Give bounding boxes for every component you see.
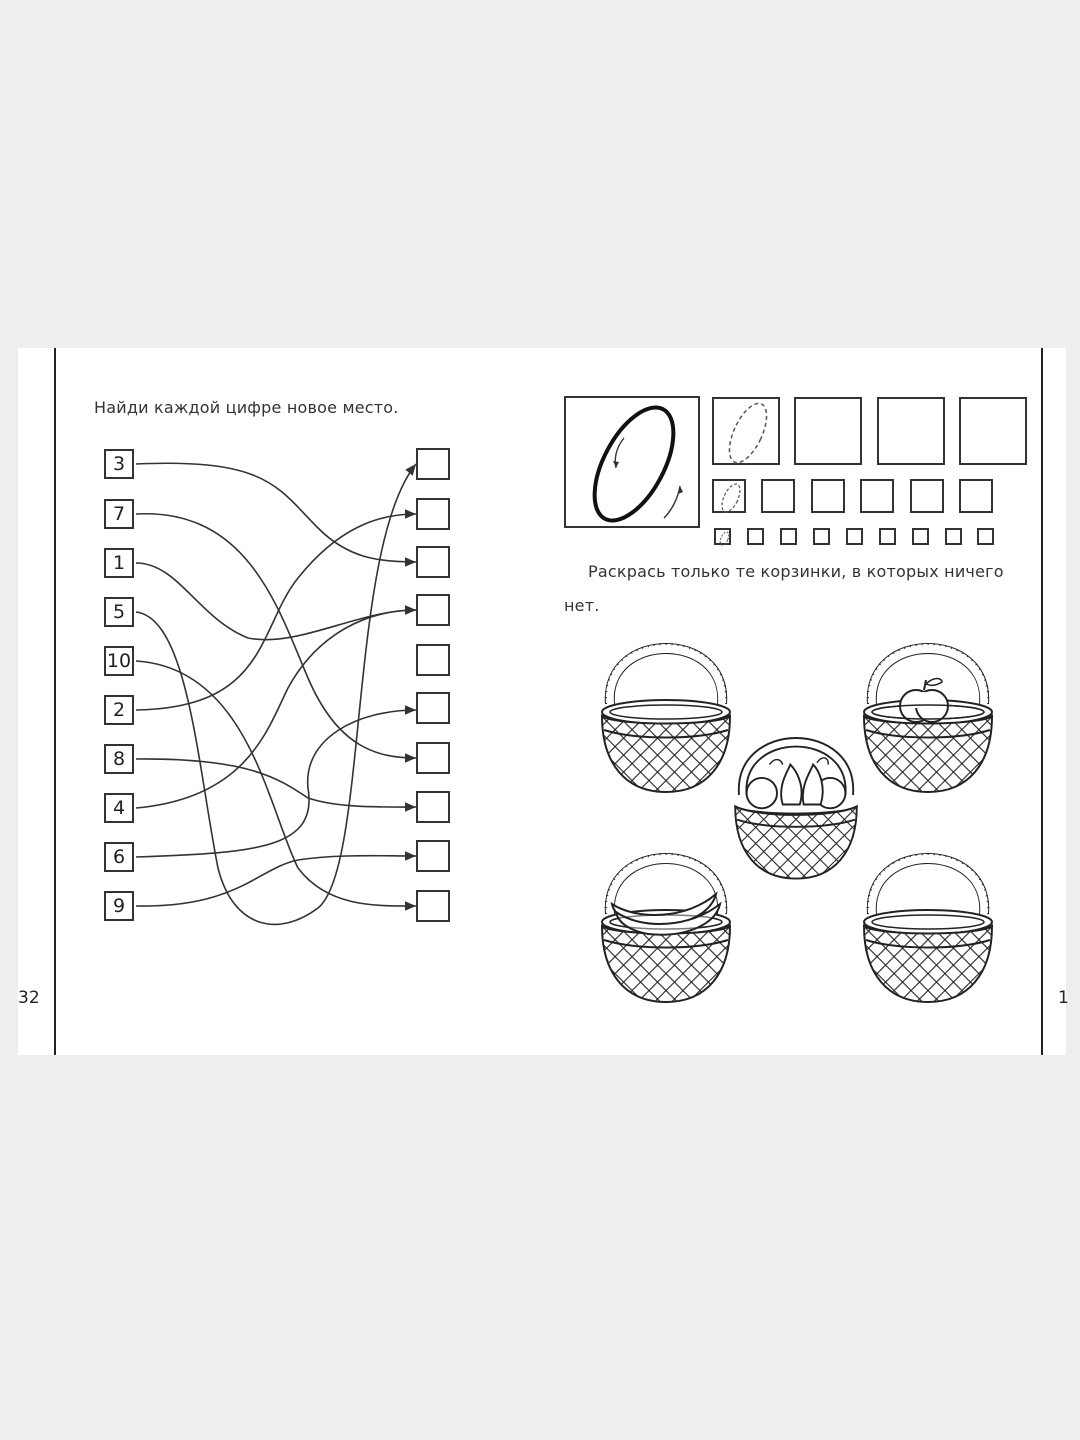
basket-apple: [864, 644, 992, 792]
number-box-4: 4: [104, 793, 134, 823]
number-box-10: 10: [104, 646, 134, 676]
right-instruction-line1: Раскрась только те корзинки, в которых ничего: [588, 562, 1004, 581]
left-instruction: Найди каждой цифре новое место.: [94, 398, 399, 417]
number-box-9: 9: [104, 891, 134, 921]
number-box-3: 3: [104, 449, 134, 479]
workbook-spread: [18, 348, 1069, 1055]
number-box-1: 1: [104, 548, 134, 578]
right-instruction-line2: нет.: [564, 596, 600, 615]
basket-bananas: [602, 854, 730, 1002]
number-box-2: 2: [104, 695, 134, 725]
left-page-number: 32: [18, 988, 40, 1008]
number-box-5: 5: [104, 597, 134, 627]
number-box-7: 7: [104, 499, 134, 529]
number-box-6: 6: [104, 842, 134, 872]
basket-empty-2: [864, 854, 992, 1002]
number-box-8: 8: [104, 744, 134, 774]
basket-fruits: [735, 738, 857, 879]
basket-empty-1: [602, 644, 730, 792]
right-page-number: 1: [1058, 988, 1069, 1008]
baskets-illustration: [18, 348, 1066, 1055]
